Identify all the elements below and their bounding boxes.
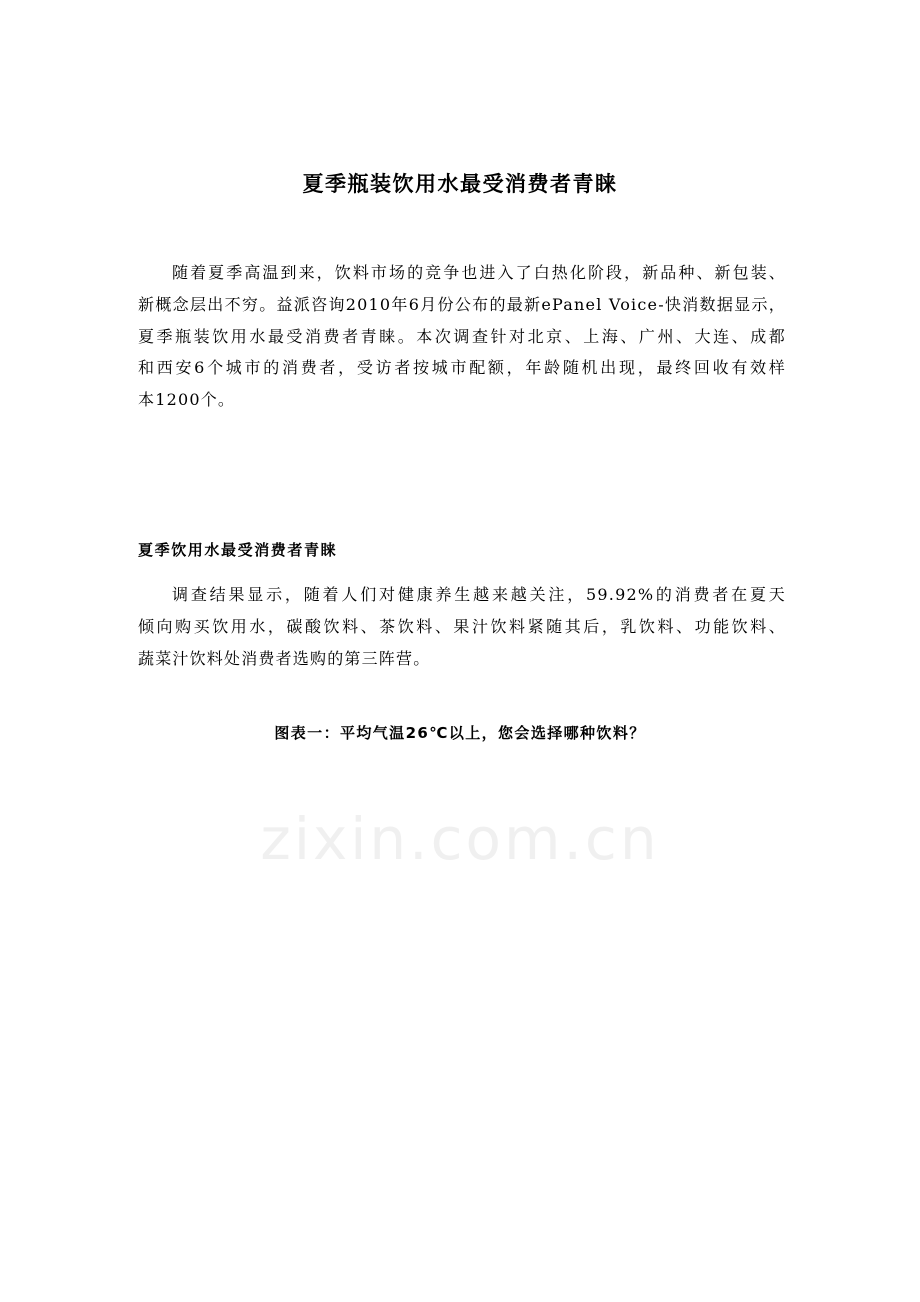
- watermark: zixin.com.cn: [260, 805, 660, 873]
- intro-line: 和西安6个城市的消费者，受访者按城市配额，年龄随机出现，最终回收有效样: [138, 358, 786, 378]
- section-line: 蔬菜汁饮料处消费者选购的第三阵营。: [138, 648, 431, 668]
- intro-line: 新概念层出不穷。益派咨询2010年6月份公布的最新ePanel Voice-快消数据显示，: [138, 294, 786, 314]
- intro-paragraph: [138, 257, 786, 416]
- section-line: 倾向购买饮用水，碳酸饮料、茶饮料、果汁饮料紧随其后，乳饮料、功能饮料、: [138, 616, 786, 636]
- intro-line: 本1200个。: [138, 390, 236, 410]
- figure-caption: 图表一：平均气温26℃以上，您会选择哪种饮料？: [274, 724, 646, 742]
- intro-line: 夏季瓶装饮用水最受消费者青睐。本次调查针对北京、上海、广州、大连、成都: [138, 326, 786, 346]
- intro-line: 随着夏季高温到来，饮料市场的竞争也进入了白热化阶段，新品种、新包装、: [172, 263, 786, 282]
- section-heading: 夏季饮用水最受消费者青睐: [138, 541, 338, 559]
- section-paragraph: [138, 579, 786, 674]
- document-title: 夏季瓶装饮用水最受消费者青睐: [302, 172, 618, 196]
- section-line: 调查结果显示，随着人们对健康养生越来越关注，59.92%的消费者在夏天: [172, 585, 786, 604]
